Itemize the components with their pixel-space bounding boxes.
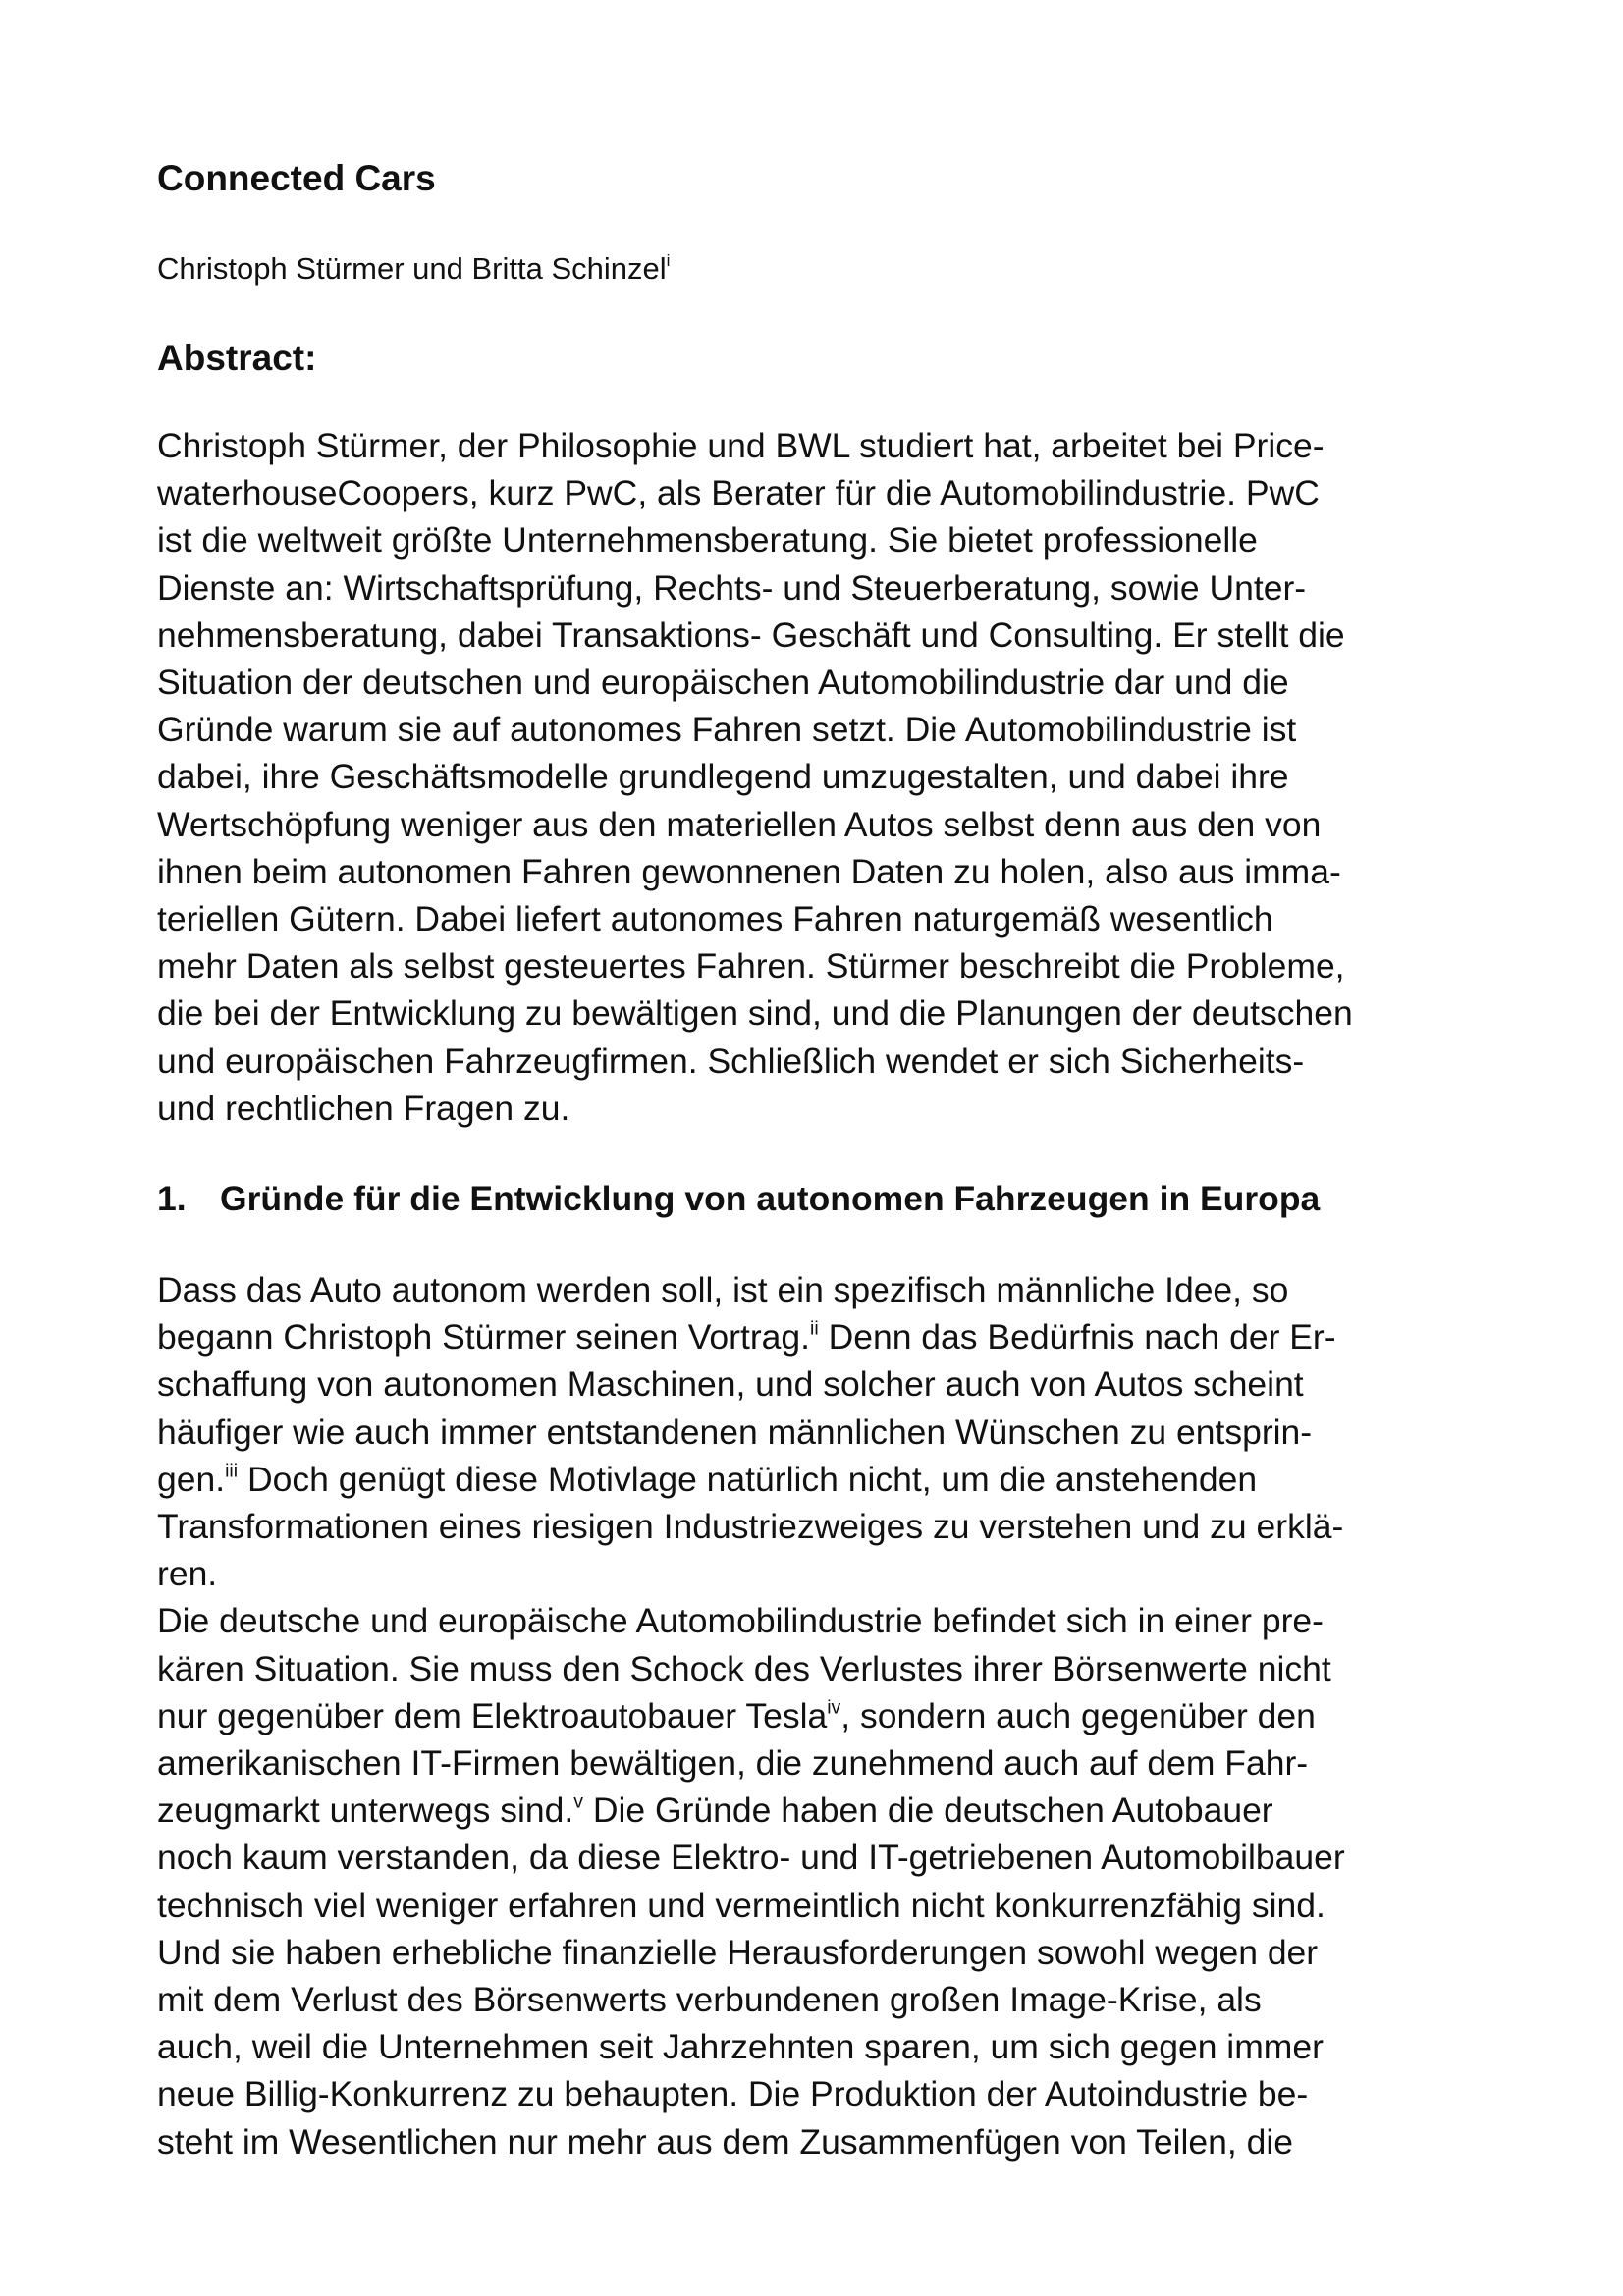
section-line bbox=[157, 1409, 1478, 1456]
author-line bbox=[157, 247, 670, 291]
section-line bbox=[157, 2070, 1478, 2117]
section-title: Gründe für die Entwicklung von autonomen Fahrzeugen in Europa bbox=[220, 1179, 1321, 1218]
abstract-line: Gründe warum sie auf autonomes Fahren setzt. Die Automobilindustrie ist bbox=[157, 710, 1297, 750]
section-line bbox=[157, 1882, 1478, 1929]
section-line bbox=[157, 1739, 1478, 1787]
section-line-text: Transformationen eines riesigen Industriezweiges zu verstehen und zu erklä- bbox=[157, 1507, 1344, 1547]
section-line-text: schaffung von autonomen Maschinen, und solcher auch von Autos scheint bbox=[157, 1364, 1304, 1405]
section-line bbox=[157, 1266, 1478, 1313]
abstract-line: Dienste an: Wirtschaftsprüfung, Rechts- und Steuerberatung, sowie Unter- bbox=[157, 567, 1307, 608]
abstract-heading: Abstract: bbox=[157, 338, 317, 378]
section-line-text: nur gegenüber dem Elektroautobauer Tesla bbox=[157, 1695, 828, 1735]
section-line-text: Die deutsche und europäische Automobilindustrie befindet sich in einer pre- bbox=[157, 1601, 1325, 1641]
abstract-line: waterhouseCoopers, kurz PwC, als Berater für die Automobilindustrie. PwC bbox=[157, 473, 1320, 513]
section-line bbox=[157, 1976, 1478, 2023]
abstract-line: Christoph Stürmer, der Philosophie und BWL studiert hat, arbeitet bei Price- bbox=[157, 426, 1325, 465]
section-line-text: kären Situation. Sie muss den Schock des Verlustes ihrer Börsenwerte nicht bbox=[157, 1648, 1331, 1688]
section-line bbox=[157, 1834, 1478, 1881]
section-line-text: ren. bbox=[157, 1554, 218, 1594]
abstract-line: dabei, ihre Geschäftsmodelle grundlegend umzugestalten, und dabei ihre bbox=[157, 757, 1289, 797]
section-line bbox=[157, 1597, 1478, 1644]
abstract-line: und rechtlichen Fragen zu. bbox=[157, 1088, 570, 1128]
abstract-line: die bei der Entwicklung zu bewältigen sind, und die Planungen der deutschen bbox=[157, 993, 1353, 1034]
section-line bbox=[157, 2023, 1478, 2070]
section-line-text: auch, weil die Unternehmen seit Jahrzehnten sparen, um sich gegen immer bbox=[157, 2027, 1324, 2067]
section-line-text: noch kaum verstanden, da diese Elektro- und IT-getriebenen Automobilbauer bbox=[157, 1838, 1345, 1878]
footnote-marker[interactable]: iii bbox=[225, 1460, 239, 1482]
footnote-marker[interactable]: v bbox=[573, 1790, 583, 1813]
section-line-text: mit dem Verlust des Börsenwerts verbundenen großen Image-Krise, als bbox=[157, 1980, 1262, 2020]
section-line bbox=[157, 1692, 1478, 1739]
abstract-paragraph bbox=[157, 422, 1478, 1132]
section-line bbox=[157, 1313, 1478, 1361]
author-names: Christoph Stürmer und Britta Schinzel bbox=[157, 251, 667, 286]
author-footnote-marker[interactable]: i bbox=[666, 251, 671, 271]
section-line bbox=[157, 1456, 1478, 1503]
document-title: Connected Cars bbox=[157, 158, 436, 198]
section-line-text: gen. bbox=[157, 1459, 226, 1499]
abstract-line: Wertschöpfung weniger aus den materiellen Autos selbst denn aus den von bbox=[157, 804, 1322, 844]
abstract-line: mehr Daten als selbst gesteuertes Fahren. Stürmer beschreibt die Probleme, bbox=[157, 946, 1345, 987]
abstract-line: ist die weltweit größte Unternehmensberatung. Sie bietet professionelle bbox=[157, 520, 1258, 561]
abstract-line: ihnen beim autonomen Fahren gewonnenen Daten zu holen, also aus imma- bbox=[157, 851, 1341, 891]
abstract-line: Situation der deutschen und europäischen Automobilindustrie dar und die bbox=[157, 663, 1289, 703]
section-line bbox=[157, 1361, 1478, 1408]
footnote-marker[interactable]: ii bbox=[810, 1317, 819, 1340]
section-line-text: amerikanischen IT-Firmen bewältigen, die zunehmend auch auf dem Fahr- bbox=[157, 1743, 1309, 1784]
section-line-text: Und sie haben erhebliche finanzielle Herausforderungen sowohl wegen der bbox=[157, 1932, 1319, 1972]
section-line bbox=[157, 2118, 1478, 2165]
abstract-line: teriellen Gütern. Dabei liefert autonomes Fahren naturgemäß wesentlich bbox=[157, 899, 1273, 939]
section-line-text: Doch genügt diese Motivlage natürlich nicht, um die anstehenden bbox=[238, 1459, 1258, 1499]
section-line-text: begann Christoph Stürmer seinen Vortrag. bbox=[157, 1317, 811, 1358]
section-paragraph bbox=[157, 1266, 1478, 2165]
section-line bbox=[157, 1645, 1478, 1692]
section-heading bbox=[157, 1174, 1320, 1223]
section-line bbox=[157, 1550, 1478, 1597]
section-line-text: häufiger wie auch immer entstandenen männlichen Wünschen zu entsprin- bbox=[157, 1412, 1313, 1452]
footnote-marker[interactable]: iv bbox=[827, 1696, 841, 1719]
section-line-text: Denn das Bedürfnis nach der Er- bbox=[818, 1317, 1336, 1358]
section-line-text: Dass das Auto autonom werden soll, ist ein spezifisch männliche Idee, so bbox=[157, 1270, 1289, 1309]
section-line-text: neue Billig-Konkurrenz zu behaupten. Die Produktion der Autoindustrie be- bbox=[157, 2074, 1309, 2114]
section-line bbox=[157, 1503, 1478, 1550]
section-line-text: technisch viel weniger erfahren und vermeintlich nicht konkurrenzfähig sind. bbox=[157, 1885, 1325, 1925]
section-line-text: Die Gründe haben die deutschen Autobauer bbox=[583, 1790, 1273, 1831]
section-line-text: steht im Wesentlichen nur mehr aus dem Zusammenfügen von Teilen, die bbox=[157, 2121, 1293, 2162]
section-number: 1. bbox=[157, 1179, 187, 1218]
section-line-text: zeugmarkt unterwegs sind. bbox=[157, 1790, 574, 1831]
section-line-text: , sondern auch gegenüber den bbox=[840, 1695, 1316, 1735]
section-line bbox=[157, 1787, 1478, 1834]
abstract-line: nehmensberatung, dabei Transaktions- Geschäft und Consulting. Er stellt die bbox=[157, 614, 1345, 655]
section-line bbox=[157, 1929, 1478, 1976]
abstract-line: und europäischen Fahrzeugfirmen. Schließlich wendet er sich Sicherheits- bbox=[157, 1041, 1305, 1081]
